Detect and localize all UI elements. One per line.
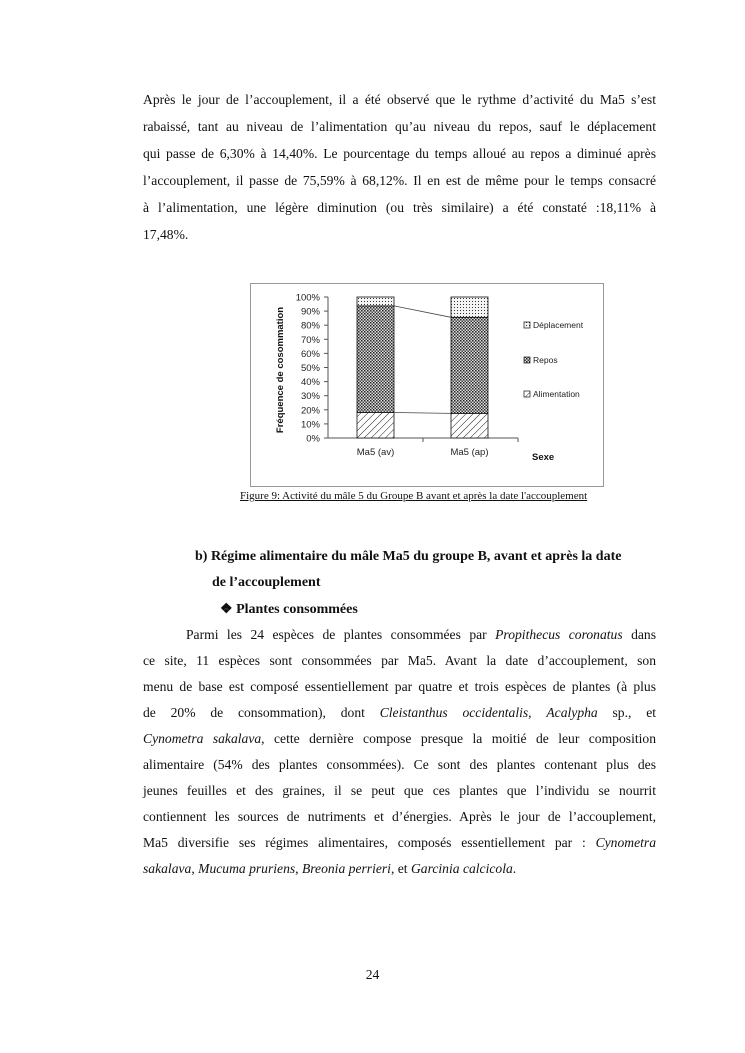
text-segment: ce site, 11 espèces sont consommées par Ma5. Avant la date d’accouplement, son bbox=[143, 653, 656, 668]
species-name: Garcinia calcicola bbox=[410, 861, 513, 876]
y-tick-label: 30% bbox=[300, 391, 320, 403]
text-segment: sp., et bbox=[597, 705, 657, 720]
y-tick-label: 0% bbox=[306, 433, 320, 445]
x-tick-label: Ma5 (av) bbox=[356, 447, 395, 458]
text-segment: , cette dernière compose presque la moitié de leur composition bbox=[261, 731, 656, 746]
species-name: Acalypha bbox=[546, 705, 598, 720]
x-tick-label: Ma5 (ap) bbox=[450, 447, 489, 458]
legend-label: Repos bbox=[533, 355, 558, 365]
figure-caption: Figure 9: Activité du mâle 5 du Groupe B avant et après la date l'accouplement bbox=[240, 490, 588, 502]
species-name: Cynometra sakalava bbox=[143, 731, 262, 746]
species-name: sakalava bbox=[143, 861, 192, 876]
legend-swatch bbox=[524, 322, 530, 328]
text-segment: , bbox=[528, 705, 547, 720]
species-name: Cleistanthus occidentalis bbox=[379, 705, 529, 720]
text-line bbox=[143, 861, 656, 877]
subheading: Plantes consommées bbox=[236, 602, 358, 617]
y-axis-title: Fréquence de cosommation bbox=[275, 306, 286, 434]
y-tick-label: 100% bbox=[295, 292, 320, 304]
species-name: Cynometra bbox=[595, 835, 656, 850]
text-segment: Après le jour de l’accouplement, il a été observé que le rythme d’activité du Ma5 s’est bbox=[143, 92, 656, 107]
y-tick-label: 60% bbox=[300, 348, 320, 360]
legend-label: Déplacement bbox=[533, 320, 584, 330]
text-line bbox=[143, 679, 656, 695]
text-line bbox=[143, 227, 656, 243]
text-line bbox=[186, 627, 656, 643]
text-segment: jeunes feuilles et des graines, il se peut que ces plantes que l’individu se nourrit bbox=[143, 783, 656, 798]
bar-alimentation bbox=[357, 412, 394, 438]
text-line bbox=[143, 731, 656, 747]
text-segment: , bbox=[295, 861, 302, 876]
text-segment: alimentaire (54% des plantes consommées). Ce sont des plantes contenant plus des bbox=[143, 757, 656, 772]
bar-repos bbox=[451, 317, 488, 413]
text-line bbox=[143, 146, 656, 162]
section-heading: b) Régime alimentaire du mâle Ma5 du groupe B, avant et après la date bbox=[195, 549, 622, 564]
y-tick-label: 70% bbox=[300, 334, 320, 346]
legend-label: Alimentation bbox=[533, 389, 580, 399]
text-segment: Ma5 diversifie ses régimes alimentaires, composés essentiellement par : bbox=[143, 835, 596, 850]
activity-chart bbox=[250, 283, 604, 487]
text-segment: 17,48%. bbox=[143, 227, 189, 242]
text-segment: l’accouplement, il passe de 75,59% à 68,12%. Il en est de même pour le temps consacré bbox=[143, 173, 656, 188]
legend-swatch bbox=[524, 357, 530, 363]
text-segment: . bbox=[512, 861, 517, 876]
text-line bbox=[143, 92, 656, 108]
text-line bbox=[143, 835, 656, 851]
text-segment: menu de base est composé essentiellement par quatre et trois espèces de plantes (à plus bbox=[143, 679, 656, 694]
section-heading-cont: de l’accouplement bbox=[212, 575, 321, 590]
bar-alimentation bbox=[451, 413, 488, 438]
text-line bbox=[143, 119, 656, 135]
y-tick-label: 10% bbox=[300, 419, 320, 431]
species-name: Propithecus coronatus bbox=[495, 627, 623, 642]
text-segment: , bbox=[191, 861, 199, 876]
text-segment: rabaissé, tant au niveau de l’alimentation qu’au niveau du repos, sauf le déplacement bbox=[143, 119, 656, 134]
bar-déplacement bbox=[357, 297, 394, 306]
text-segment: à l’alimentation, une légère diminution (ou très similaire) a été constaté :18,11% à bbox=[143, 200, 656, 215]
y-tick-label: 90% bbox=[300, 306, 320, 318]
species-name: Breonia perrieri bbox=[301, 861, 391, 876]
bar-déplacement bbox=[451, 297, 488, 317]
text-segment: qui passe de 6,30% à 14,40%. Le pourcentage du temps alloué au repos a diminué après bbox=[143, 146, 656, 161]
species-name: Mucuma pruriens bbox=[198, 861, 296, 876]
text-line bbox=[143, 173, 656, 189]
text-line bbox=[143, 809, 656, 825]
text-line bbox=[143, 757, 656, 773]
text-segment: contiennent les sources de nutriments et d’énergies. Après le jour de l’accouplement, bbox=[143, 809, 656, 824]
bullet-icon: ❖ bbox=[220, 602, 233, 617]
text-line bbox=[143, 705, 656, 721]
y-tick-label: 50% bbox=[300, 363, 320, 374]
x-axis-title: Sexe bbox=[532, 452, 555, 463]
text-segment: , et bbox=[390, 861, 411, 876]
y-tick-label: 20% bbox=[300, 405, 320, 417]
legend-swatch bbox=[524, 391, 530, 397]
page-number: 24 bbox=[365, 967, 380, 982]
y-tick-label: 80% bbox=[300, 320, 320, 332]
text-segment: de 20% de consommation), dont bbox=[143, 705, 380, 720]
text-line bbox=[143, 200, 656, 216]
text-segment: Parmi les 24 espèces de plantes consommées par bbox=[186, 627, 496, 642]
bar-repos bbox=[357, 306, 394, 413]
text-line bbox=[143, 653, 656, 669]
text-line bbox=[143, 783, 656, 799]
text-segment: dans bbox=[622, 627, 656, 642]
y-tick-label: 40% bbox=[300, 377, 320, 389]
